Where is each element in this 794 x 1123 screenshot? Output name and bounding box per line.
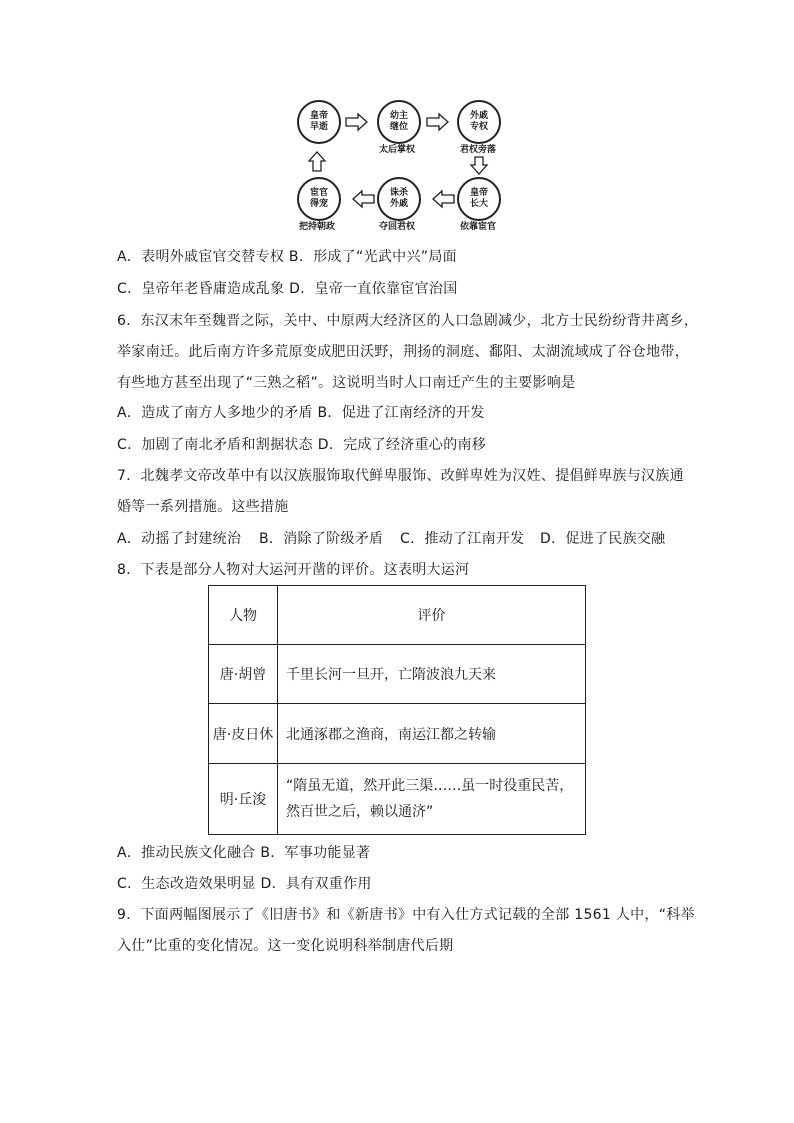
row-comment: 北通涿郡之渔商，南运江都之转输 xyxy=(278,704,586,764)
arrow-up-icon xyxy=(309,152,325,171)
node-text: 皇帝 xyxy=(309,111,328,121)
q6-stem-line-1: 6．东汉末年至魏晋之际，关中、中原两大经济区的人口急剧减少，北方士民纷纷背井离乡， xyxy=(117,313,699,329)
row-comment-line: “隋虽无道，然开此三渠……虽一时役重民苦， xyxy=(286,778,574,794)
arrow-right-icon xyxy=(346,114,367,130)
evaluation-table xyxy=(208,585,586,835)
q5-option-cd: C．皇帝年老昏庸造成乱象 D．皇帝一直依靠宦官治国 xyxy=(117,281,458,297)
header-person: 人物 xyxy=(209,586,278,645)
q7-option-d: D．促进了民族交融 xyxy=(540,531,666,547)
node-text: 皇帝 xyxy=(469,188,488,198)
q7-option-c: C．推动了江南开发 xyxy=(400,531,525,547)
table-row xyxy=(209,704,586,764)
node-text: 外戚 xyxy=(389,199,408,209)
row-person: 唐·胡曾 xyxy=(209,645,278,704)
q7-option-b: B．消除了阶级矛盾 xyxy=(259,531,384,547)
diagram-caption: 夺回君权 xyxy=(378,222,415,232)
q9-stem-line-1: 9．下面两幅图展示了《旧唐书》和《新唐书》中有入仕方式记载的全部 1561 人中，“科举 xyxy=(117,907,695,923)
q6-stem-line-2: 举家南迁。此后南方许多荒原变成肥田沃野，荆扬的洞庭、鄱阳、太湖流域成了谷仓地带， xyxy=(117,344,689,360)
row-comment-line: 然百世之后，赖以通济” xyxy=(286,804,434,820)
diagram-caption: 君权旁落 xyxy=(459,145,496,155)
q7-stem-line-1: 7．北魏孝文帝改革中有以汉族服饰取代鲜卑服饰、改鲜卑姓为汉姓、提倡鲜卑族与汉族通 xyxy=(117,468,684,484)
q8-option-cd: C．生态改造效果明显 D．具有双重作用 xyxy=(117,876,372,892)
q7-stem-line-2: 婚等一系列措施。这些措施 xyxy=(117,499,289,515)
diagram-caption: 把持朝政 xyxy=(298,222,335,232)
node-text: 长大 xyxy=(469,199,488,209)
node-text: 早逝 xyxy=(309,122,328,132)
q6-option-cd: C．加剧了南北矛盾和割据状态 D．完成了经济重心的南移 xyxy=(117,437,487,453)
q8-option-ab: A．推动民族文化融合 B．军事功能显著 xyxy=(117,845,371,861)
q6-option-ab: A．造成了南方人多地少的矛盾 B．促进了江南经济的开发 xyxy=(117,405,485,421)
arrow-down-icon xyxy=(471,157,487,174)
table-header-row xyxy=(209,586,586,645)
q7-option-a: A．动摇了封建统治 xyxy=(117,531,242,547)
row-comment: 千里长河一旦开，亡隋波浪九天来 xyxy=(278,645,586,704)
table-row xyxy=(209,645,586,704)
node-text: 外戚 xyxy=(469,111,488,121)
row-person: 唐·皮日休 xyxy=(209,704,278,764)
node-text: 专权 xyxy=(469,122,488,132)
header-comment: 评价 xyxy=(278,586,586,645)
diagram-caption: 太后掌权 xyxy=(378,145,415,155)
diagram-arrows xyxy=(290,95,520,225)
q9-stem-line-2: 入仕”比重的变化情况。这一变化说明科举制唐代后期 xyxy=(117,938,454,954)
node-text: 宦官 xyxy=(309,188,328,198)
q5-option-ab: A．表明外戚宦官交替专权 B．形成了“光武中兴”局面 xyxy=(117,249,457,265)
row-comment xyxy=(278,764,586,835)
node-text: 诛杀 xyxy=(389,188,408,198)
q6-stem-line-3: 有些地方甚至出现了“三熟之稻”。这说明当时人口南迁产生的主要影响是 xyxy=(117,375,576,391)
table-row xyxy=(209,764,586,835)
node-text: 继位 xyxy=(389,122,408,132)
node-text: 得宠 xyxy=(309,199,328,209)
node-text: 幼主 xyxy=(389,111,408,121)
q8-stem: 8．下表是部分人物对大运河开凿的评价。这表明大运河 xyxy=(117,562,470,578)
row-person: 明·丘浚 xyxy=(209,764,278,835)
arrow-left-icon xyxy=(433,191,454,207)
diagram-caption: 依靠宦官 xyxy=(459,222,496,232)
arrow-left-icon xyxy=(353,191,374,207)
arrow-right-icon xyxy=(427,114,448,130)
